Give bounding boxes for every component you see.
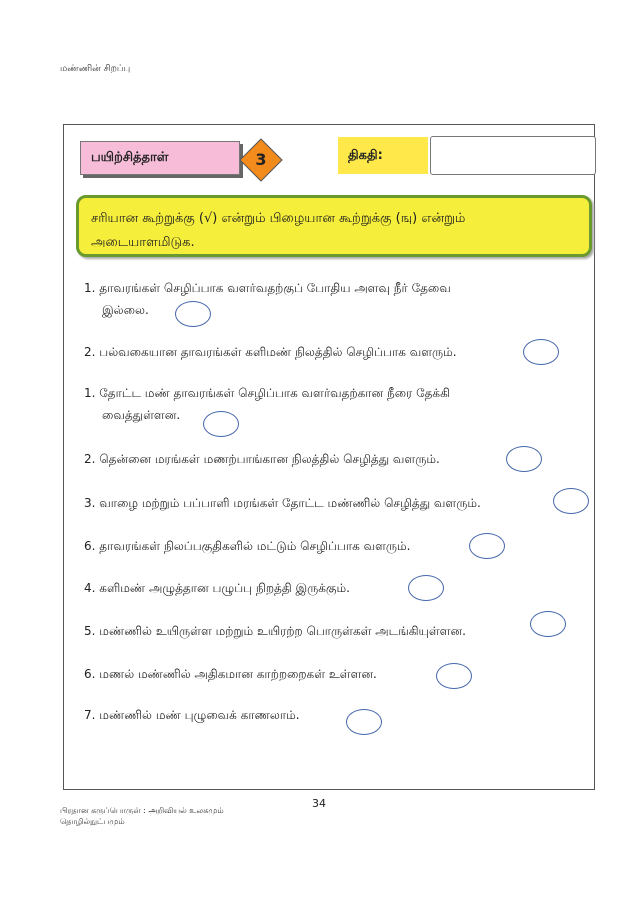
question-number: 6. [84,539,96,553]
question-item [84,277,544,321]
answer-oval[interactable] [346,709,382,735]
instruction-line-1: சரியான கூற்றுக்கு (√) என்றும் பிழையான கூற்றுக்கு (ஙு) என்றும் [91,211,466,226]
worksheet-title: பயிற்சித்தாள் [80,141,240,175]
instruction-box [76,195,592,257]
question-text: மணல் மண்ணில் அதிகமான காற்றறைகள் உள்ளன. [99,667,377,681]
footer-line-1: பிரதான கருப்பொருள் : அறிவியல் உலகமும் [60,806,224,815]
question-number: 2. [84,452,96,466]
question-text: பல்வகையான தாவரங்கள் களிமண் நிலத்தில் செழிப்பாக வளரும். [99,345,457,359]
page-number: 34 [312,797,326,810]
question-text: தாவரங்கள் நிலப்பகுதிகளில் மட்டும் செழிப்பாக வளரும். [99,539,411,553]
answer-oval[interactable] [408,575,444,601]
answer-oval[interactable] [530,611,566,637]
question-number: 2. [84,345,96,359]
question-text: தாவரங்கள் செழிப்பாக வளர்வதற்குப் போதிய அளவு நீர் தேவை [99,281,451,295]
question-text: களிமண் அழுத்தான பழுப்பு நிறத்தி இருக்கும். [99,581,350,595]
question-item [84,663,544,685]
instruction-line-2: அடையாளமிடுக. [91,235,195,250]
question-text: தோட்ட மண் தாவரங்கள் செழிப்பாக வளர்வதற்கான நீரை தேக்கி [99,386,450,400]
running-header: மண்ணின் சிறப்பு [60,64,131,74]
answer-oval[interactable] [436,663,472,689]
answer-oval[interactable] [175,301,211,327]
question-item [84,448,544,470]
answer-oval[interactable] [506,446,542,472]
question-text-continued: வைத்துள்ளன. [102,408,181,422]
question-number: 3. [84,496,96,510]
question-text: தென்னை மரங்கள் மணற்பாங்கான நிலத்தில் செழித்து வளரும். [99,452,440,466]
question-text: மண்ணில் மண் புழுவைக் காணலாம். [99,708,300,722]
answer-oval[interactable] [553,488,589,514]
footer [60,805,224,827]
question-number: 4. [84,581,96,595]
question-item [84,577,544,599]
answer-oval[interactable] [523,339,559,365]
question-item [84,382,544,426]
question-item [84,620,544,642]
date-label: திகதி: [338,137,428,174]
answer-oval[interactable] [469,533,505,559]
question-number: 5. [84,624,96,638]
question-item [84,492,544,514]
question-number: 6. [84,667,96,681]
answer-oval[interactable] [203,411,239,437]
footer-line-2: தொழில்நுட்பமும் [60,817,125,826]
question-number: 1. [84,281,96,295]
sheet-number: 3 [255,150,267,169]
question-number: 7. [84,708,96,722]
date-field[interactable] [430,136,596,175]
question-text: மண்ணில் உயிருள்ள மற்றும் உயிரற்ற பொருள்கள் அடங்கியுள்ளன. [99,624,466,638]
question-item [84,341,544,363]
question-text-continued: இல்லை. [102,303,149,317]
question-item [84,704,544,726]
question-number: 1. [84,386,96,400]
question-text: வாழை மற்றும் பப்பாளி மரங்கள் தோட்ட மண்ணில் செழித்து வளரும். [99,496,481,510]
